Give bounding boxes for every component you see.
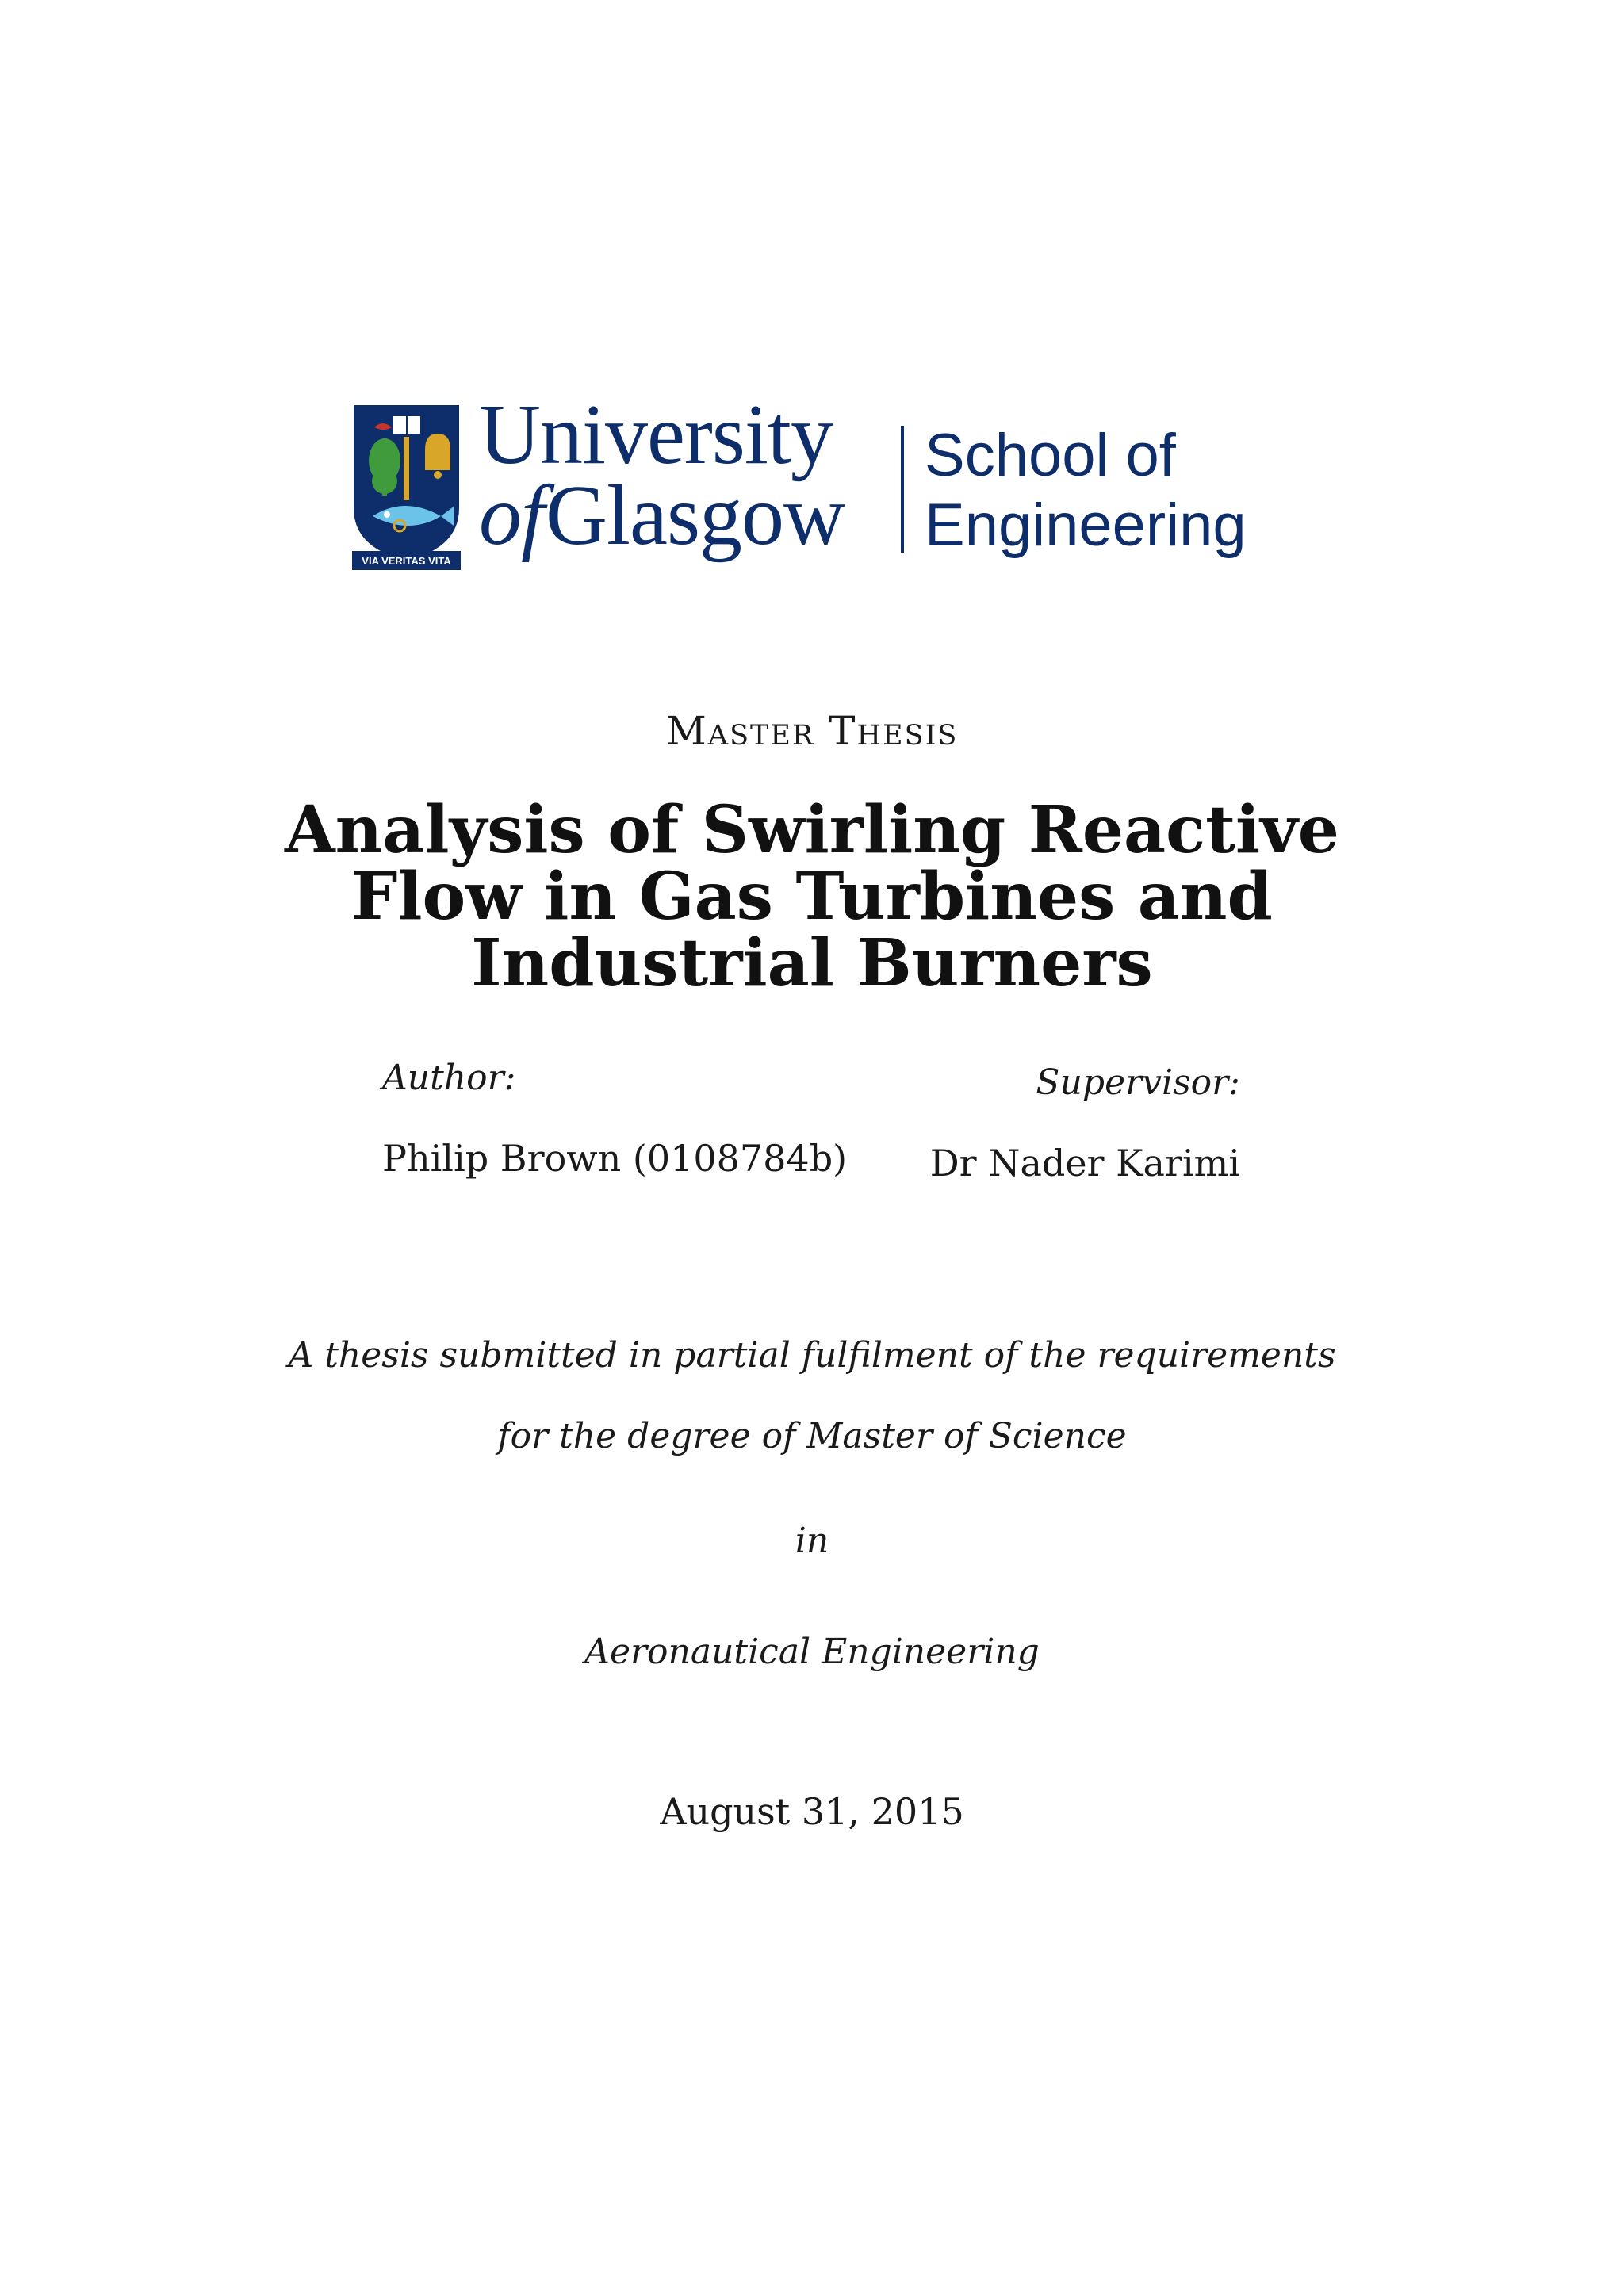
university-name-line2 [479,469,845,563]
submission-line-2: for the degree of Master of Science [497,1416,1127,1456]
logo-divider [901,426,904,553]
submission-date: August 31, 2015 [660,1790,964,1833]
thesis-type: Master Thesis [665,708,959,754]
crest-motto: VIA VERITAS VITA [362,555,451,567]
submission-line-1: A thesis submitted in partial fulfilment of the requirements [288,1335,1336,1376]
title-line-2: Flow in Gas Turbines and [351,859,1273,935]
supervisor-name: Dr Nader Karimi [929,1142,1240,1184]
university-name-glasgow: Glasgow [546,469,845,563]
degree-field: Aeronautical Engineering [584,1632,1040,1672]
author-name: Philip Brown (0108784b) [382,1137,848,1180]
school-name-line1: School of [925,422,1176,489]
title-line-1: Analysis of Swirling Reactive [285,792,1339,868]
university-crest-icon [352,405,461,573]
school-name-line2: Engineering [925,492,1247,559]
thesis-title [0,792,1624,1001]
school-name [925,421,1247,561]
submission-in: in [795,1521,829,1561]
supervisor-label: Supervisor: [1036,1062,1240,1103]
university-name-line1: University [479,388,833,482]
university-logo [352,388,1272,571]
author-label: Author: [382,1058,516,1098]
university-name-of: of [479,469,545,563]
title-line-3: Industrial Burners [471,925,1153,1001]
